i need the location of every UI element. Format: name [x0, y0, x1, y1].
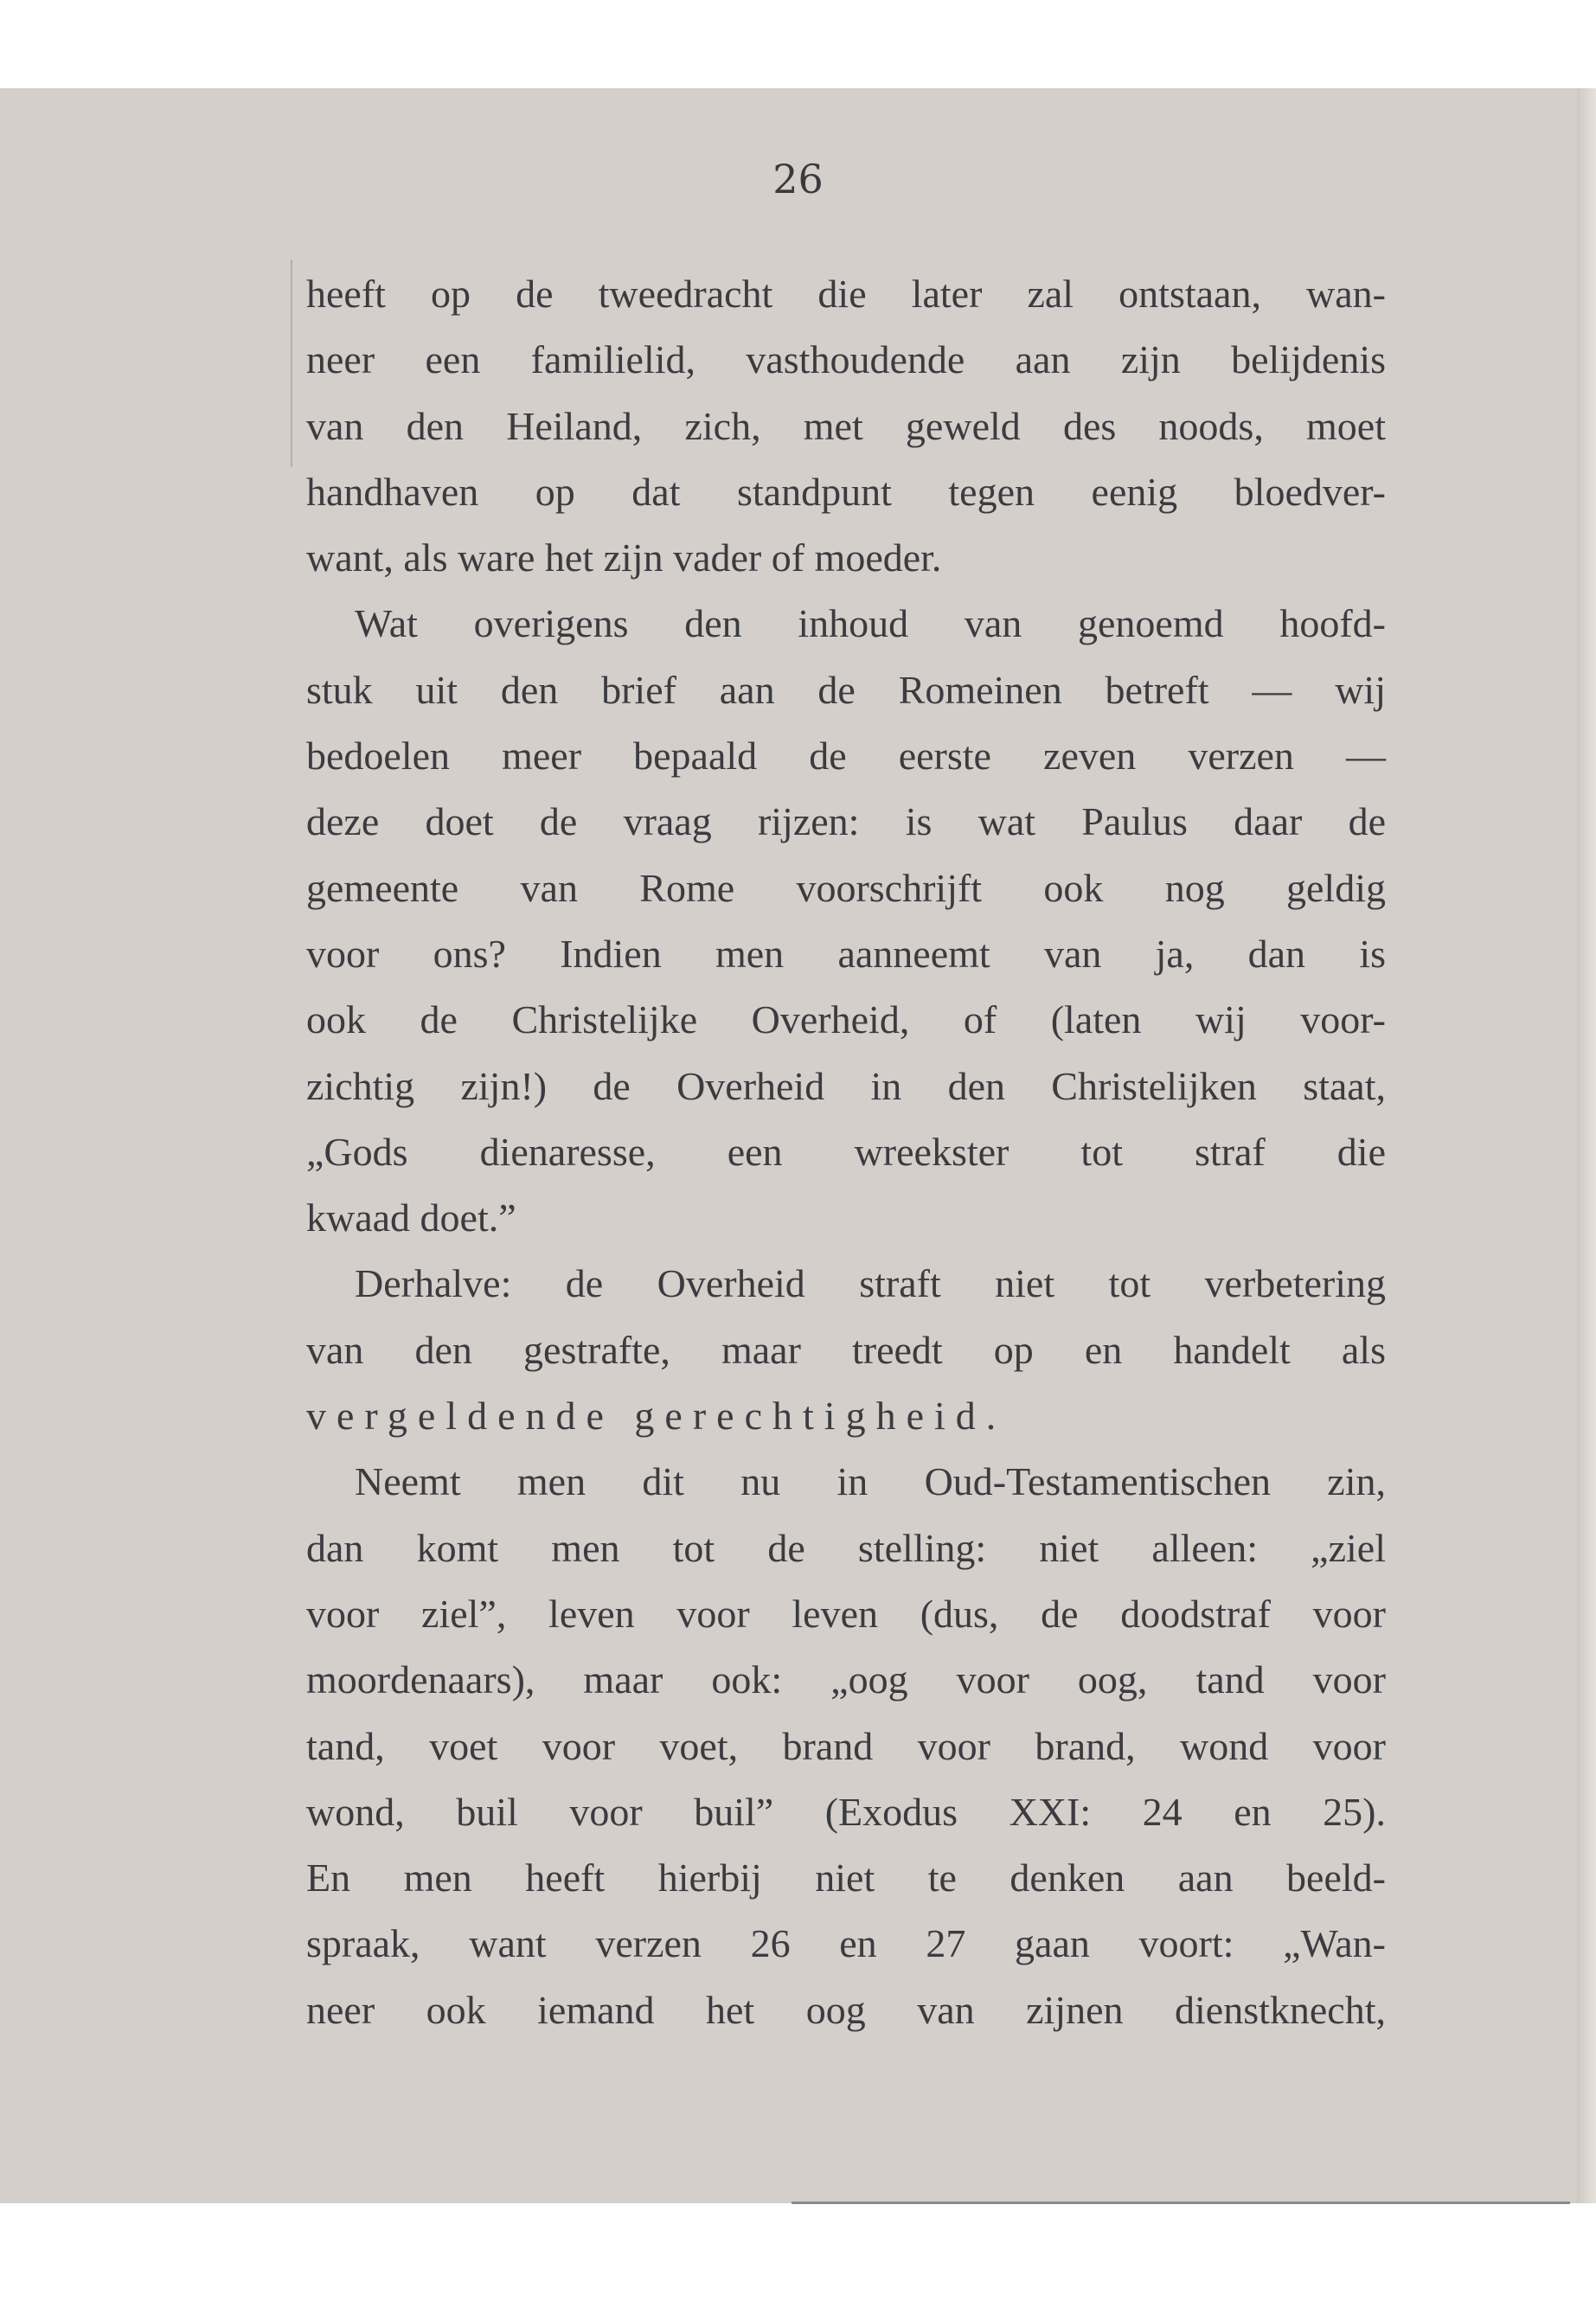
text-line: Wat overigens den inhoud van genoemd hoofd- — [355, 601, 1386, 646]
text-line: gemeente van Rome voorschrijft ook nog geldig — [306, 865, 1386, 910]
text-line: spraak, want verzen 26 en 27 gaan voort: „Wan- — [306, 1921, 1386, 1966]
text-line: „Gods dienaresse, een wreekster tot straf die — [306, 1129, 1386, 1174]
text-line: ook de Christelijke Overheid, of (laten wij voor- — [306, 997, 1386, 1042]
text-line: kwaad doet.” — [306, 1195, 516, 1240]
text-line: bedoelen meer bepaald de eerste zeven verzen — — [306, 734, 1386, 779]
text-line: voor ons? Indien men aanneemt van ja, dan is — [306, 931, 1386, 976]
page-number: 26 — [772, 156, 824, 202]
text-line: zichtig zijn!) de Overheid in den Christelijken staat, — [306, 1063, 1386, 1108]
text-line: heeft op de tweedracht die later zal ontstaan, wan- — [306, 272, 1386, 316]
page-bottom-edge — [792, 2202, 1570, 2204]
text-line: voor ziel”, leven voor leven (dus, de doodstraf voor — [306, 1591, 1386, 1636]
spaced-emphasis-line: vergeldende gerechtigheid. — [306, 1394, 1007, 1439]
text-line: stuk uit den brief aan de Romeinen betreft — wij — [306, 667, 1386, 712]
text-line: deze doet de vraag rijzen: is wat Paulus daar de — [306, 799, 1386, 844]
body-text — [306, 261, 1386, 2043]
text-line: handhaven op dat standpunt tegen eenig bloedver- — [306, 469, 1386, 514]
text-line: tand, voet voor voet, brand voor brand, wond voor — [306, 1723, 1386, 1768]
text-line: want, als ware het zijn vader of moeder. — [306, 535, 942, 580]
text-line: van den gestrafte, maar treedt op en handelt als — [306, 1327, 1386, 1372]
text-line: dan komt men tot de stelling: niet alleen: „ziel — [306, 1525, 1386, 1570]
text-line: En men heeft hierbij niet te denken aan beeld- — [306, 1856, 1386, 1900]
text-line: wond, buil voor buil” (Exodus XXI: 24 en 25). — [306, 1789, 1386, 1834]
margin-mark — [291, 260, 292, 467]
text-line: neer een familielid, vasthoudende aan zijn belijdenis — [306, 337, 1386, 382]
page-edge — [1577, 88, 1596, 2203]
text-line: Neemt men dit nu in Oud-Testamentischen zin, — [355, 1459, 1386, 1504]
text-line: neer ook iemand het oog van zijnen dienstknecht, — [306, 1987, 1386, 2032]
text-line: van den Heiland, zich, met geweld des noods, moet — [306, 403, 1386, 448]
text-line: moordenaars), maar ook: „oog voor oog, tand voor — [306, 1657, 1386, 1702]
text-line: Derhalve: de Overheid straft niet tot verbetering — [355, 1261, 1386, 1306]
